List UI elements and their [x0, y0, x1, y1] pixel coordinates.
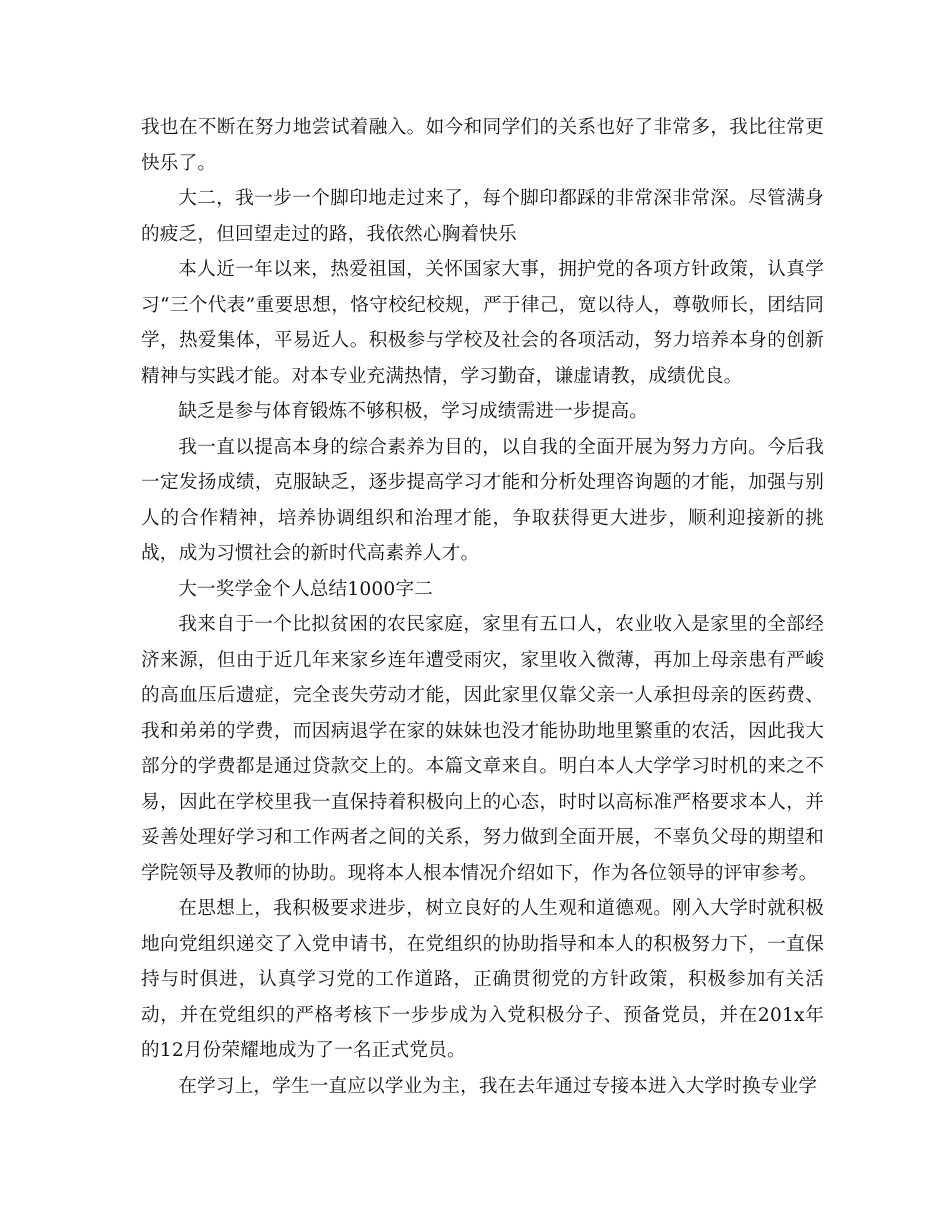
section-heading: 大一奖学金个人总结1000字二: [178, 578, 434, 600]
paragraph-ideology: 在思想上，我积极要求进步，树立良好的人生观和道德观。刚入大学时就积极地向党组织递交了入党申请书，在党组织的协助指导和本人的积极努力下，一直保持与时俱进，认真学习党的工作道路，正确贯彻党的方针政策，积极参加有关活动，并在党组织的严格考核下一步步成为入党积极分子、预备党员，并在201x年的12月份荣耀地成为了一名正式党员。: [141, 898, 824, 1061]
paragraph-future-goals: 我一直以提高本身的综合素养为目的，以自我的全面开展为努力方向。今后我一定发扬成绩，克服缺乏，逐步提高学习才能和分析处理咨询题的才能，加强与别人的合作精神，培养协调组织和治理才能，争取获得更大进步，顺利迎接新的挑战，成为习惯社会的新时代高素养人才。: [141, 436, 824, 564]
paragraph-self-assessment: 本人近一年以来，热爱祖国，关怀国家大事，拥护党的各项方针政策，认真学习“三个代表”重要思想，恪守校纪校规，严于律己，宽以待人，尊敬师长，团结同学，热爱集体，平易近人。积极参与学校及社会的各项活动，努力培养本身的创新精神与实践才能。对本专业充满热情，学习勤奋，谦虚请教，成绩优良。: [141, 259, 824, 387]
paragraph-study: 在学习上，学生一直应以学业为主，我在去年通过专接本进入大学时换专业学: [178, 1075, 818, 1097]
document-body: [141, 110, 824, 1104]
paragraph-continued: 我也在不断在努力地尝试着融入。如今和同学们的关系也好了非常多，我比往常更快乐了。: [141, 117, 824, 174]
paragraph-sophomore-year: 大二，我一步一个脚印地走过来了，每个脚印都踩的非常深非常深。尽管满身的疲乏，但回望走过的路，我依然心胸着快乐: [141, 188, 824, 245]
paragraph-family-background: 我来自于一个比拟贫困的农民家庭，家里有五口人，农业收入是家里的全部经济来源，但由于近几年来家乡连年遭受雨灾，家里收入微薄，再加上母亲患有严峻的高血压后遗症，完全丧失劳动才能，因此家里仅靠父亲一人承担母亲的医药费、我和弟弟的学费，而因病退学在家的妹妹也没才能协助地里繁重的农活，因此我大部分的学费都是通过贷款交上的。本篇文章来自。明白本人大学学习时机的来之不易，因此在学校里我一直保持着积极向上的心态，时时以高标准严格要求本人，并妥善处理好学习和工作两者之间的关系，努力做到全面开展，不辜负父母的期望和学院领导及教师的协助。现将本人根本情况介绍如下，作为各位领导的评审参考。: [141, 614, 824, 884]
paragraph-shortcomings: 缺乏是参与体育锻炼不够积极，学习成绩需进一步提高。: [178, 401, 649, 422]
